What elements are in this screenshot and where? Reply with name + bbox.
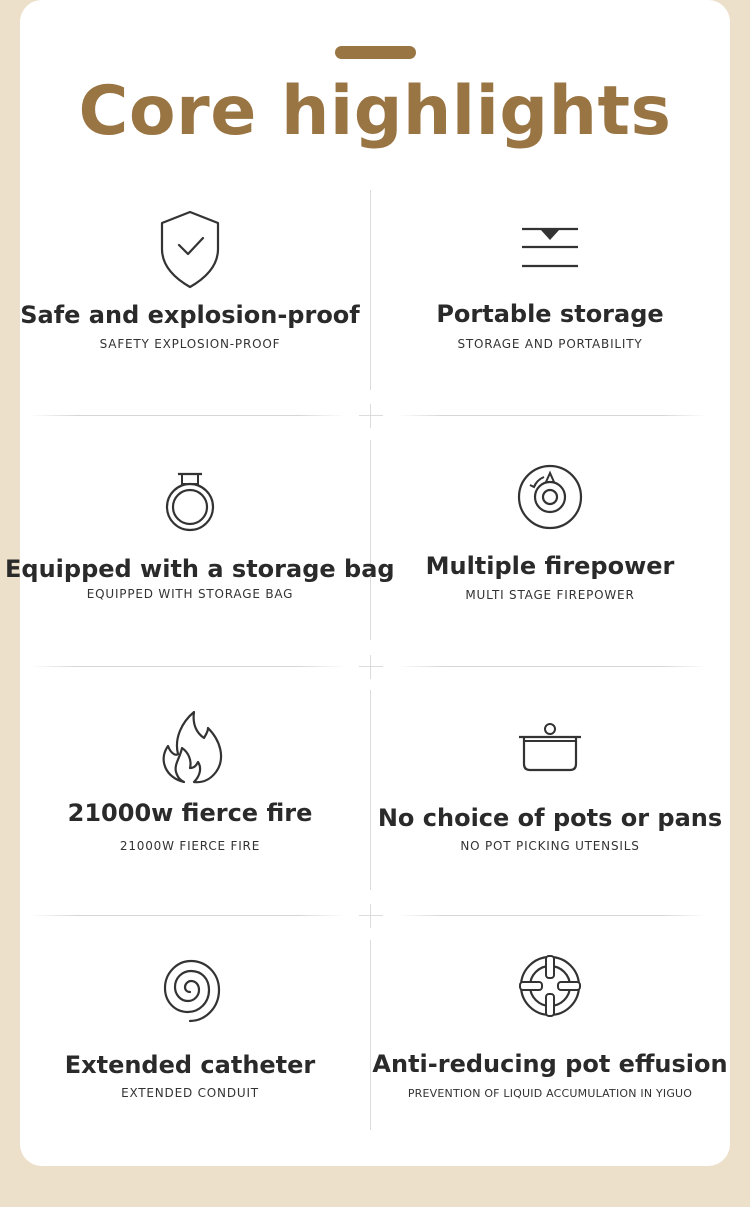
- divider-cross: [359, 904, 383, 928]
- feature-subtitle: NO POT PICKING UTENSILS: [460, 839, 640, 853]
- feature-subtitle: SAFETY EXPLOSION-PROOF: [99, 337, 281, 351]
- feature-heading: 21000w fierce fire: [67, 799, 313, 827]
- feature-heading: Multiple firepower: [425, 552, 675, 580]
- feature-subtitle: EQUIPPED WITH STORAGE BAG: [86, 587, 294, 601]
- divider-cross: [359, 404, 383, 428]
- pot-icon: [520, 722, 580, 802]
- feature-subtitle: MULTI STAGE FIREPOWER: [465, 588, 635, 602]
- row-divider: [30, 666, 345, 667]
- column-divider: [370, 690, 371, 890]
- flame-icon: [160, 708, 220, 788]
- feature-heading: No choice of pots or pans: [377, 804, 723, 832]
- row-divider: [397, 415, 707, 416]
- column-divider: [370, 940, 371, 1130]
- column-divider: [370, 190, 371, 390]
- feature-heading: Portable storage: [436, 300, 664, 328]
- feature-subtitle: 21000W FIERCE FIRE: [119, 839, 261, 853]
- row-divider: [397, 666, 707, 667]
- firepower-dial-icon: [520, 465, 580, 545]
- shield-check-icon: [160, 207, 220, 287]
- highlights-card: [20, 0, 730, 1166]
- feature-heading: Extended catheter: [64, 1051, 316, 1079]
- title-accent-bar: [335, 46, 416, 59]
- feature-heading: Equipped with a storage bag: [5, 555, 395, 583]
- storage-bag-icon: [160, 468, 220, 548]
- coiled-hose-icon: [160, 958, 220, 1038]
- feature-subtitle: PREVENTION OF LIQUID ACCUMULATION IN YIGUO: [407, 1087, 693, 1100]
- feature-heading: Anti-reducing pot effusion: [372, 1050, 728, 1078]
- column-divider: [370, 440, 371, 640]
- feature-subtitle: STORAGE AND PORTABILITY: [457, 337, 643, 351]
- feature-subtitle: EXTENDED CONDUIT: [121, 1086, 259, 1100]
- row-divider: [30, 915, 345, 916]
- divider-cross: [359, 655, 383, 679]
- page-title: Core highlights: [78, 72, 672, 151]
- storage-layers-icon: [520, 215, 580, 295]
- row-divider: [30, 415, 345, 416]
- burner-grate-icon: [520, 954, 580, 1034]
- feature-heading: Safe and explosion-proof: [20, 301, 360, 329]
- row-divider: [397, 915, 707, 916]
